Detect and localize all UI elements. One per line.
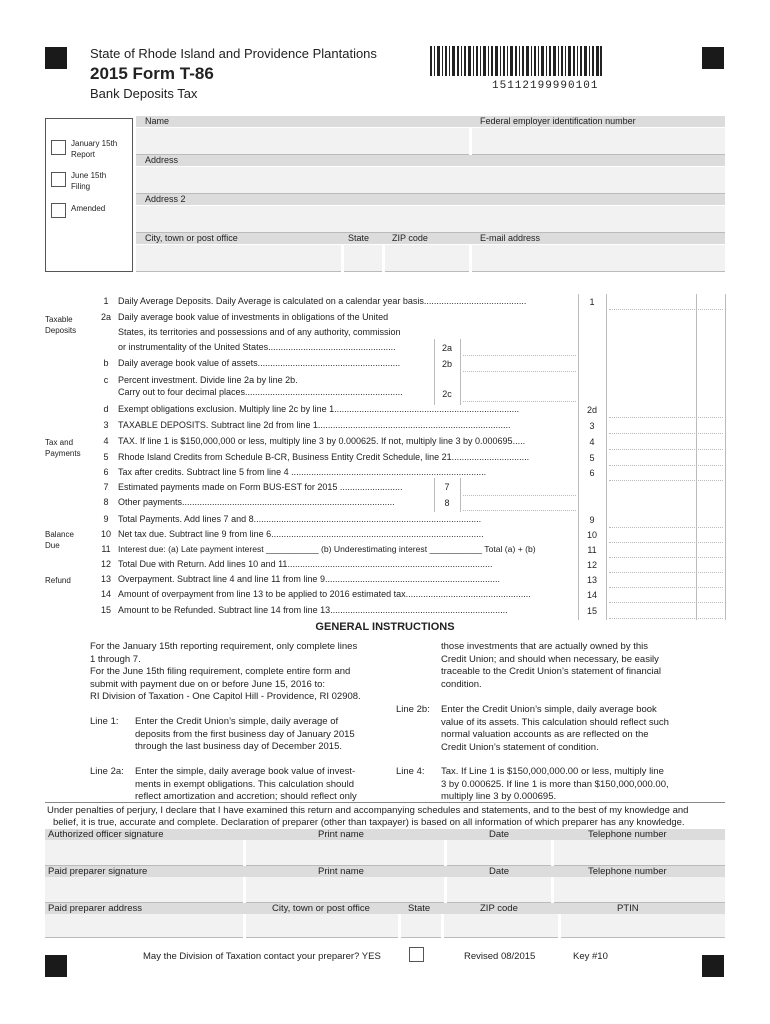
ptin-input[interactable] <box>561 914 725 938</box>
june-filing-label: June 15th Filing <box>71 171 107 191</box>
line-box-number: 7 <box>444 482 450 492</box>
line-number: 6 <box>103 467 109 477</box>
line-box-number: 4 <box>589 437 595 447</box>
address-label: Address <box>145 155 179 165</box>
line-box-number: 10 <box>586 530 597 540</box>
line-7-amount[interactable] <box>463 480 576 496</box>
line-number: 13 <box>100 574 111 584</box>
registration-mark-top-right <box>702 47 724 69</box>
line-2d-amount[interactable] <box>609 402 723 418</box>
email-label: E-mail address <box>480 233 541 243</box>
key-number: Key #10 <box>573 951 608 962</box>
telephone-input[interactable] <box>554 840 725 866</box>
line-box-number: 6 <box>589 468 595 478</box>
line-box-number: 11 <box>587 545 597 555</box>
line-description: Total Payments. Add lines 7 and 8........................................................................................... <box>118 514 482 524</box>
line-11-amount[interactable] <box>609 542 723 558</box>
line-number: 11 <box>101 544 111 554</box>
grid-line <box>434 339 435 405</box>
line-box-number: 14 <box>586 590 597 600</box>
instructions-line2b-text: Enter the Credit Union’s simple, daily average book value of its assets. This calculation should reflect such normal valuation accounts as are reflected on the Credit Union’s statement of condition. <box>441 704 669 753</box>
june-filing-checkbox[interactable] <box>51 172 66 187</box>
print-name-input[interactable] <box>246 840 444 866</box>
email-input[interactable] <box>472 245 725 272</box>
grid-line <box>460 339 461 405</box>
line-number: 5 <box>103 452 109 462</box>
line-description: Rhode Island Credits from Schedule B-CR, Business Entity Credit Schedule, line 21............................... <box>118 452 530 462</box>
amended-label: Amended <box>71 204 106 213</box>
instructions-line1-text: Enter the Credit Union’s simple, daily average of deposits from the first business day of January 2015 through the last business day of December 2015. <box>135 716 355 752</box>
line-number: 4 <box>103 436 109 446</box>
instructions-line2a-label: Line 2a: <box>90 766 124 777</box>
line-2a-amount[interactable] <box>463 340 576 356</box>
line-description: TAXABLE DEPOSITS. Subtract line 2d from line 1............................................................................. <box>118 420 511 430</box>
line-number: 12 <box>100 559 111 569</box>
line-number: 10 <box>100 529 111 539</box>
date-label: Date <box>489 829 510 840</box>
preparer-city-input[interactable] <box>246 914 398 938</box>
line-box-number: 2c <box>442 389 452 399</box>
line-4-amount[interactable] <box>609 434 723 450</box>
address-band <box>136 155 725 166</box>
january-report-checkbox[interactable] <box>51 140 66 155</box>
line-description: Percent investment. Divide line 2a by line 2b. <box>118 375 298 385</box>
city-label: City, town or post office <box>145 233 238 243</box>
registration-mark-top-left <box>45 47 67 69</box>
grid-line <box>578 294 579 620</box>
line-number: 2a <box>100 312 111 322</box>
preparer-signature-input[interactable] <box>45 877 243 903</box>
line-9-amount[interactable] <box>609 512 723 528</box>
instructions-line2b-label: Line 2b: <box>396 704 430 715</box>
ptin-label: PTIN <box>617 903 639 914</box>
preparer-zip-input[interactable] <box>444 914 558 938</box>
line-box-number: 2d <box>586 405 597 415</box>
line-description: Amount of overpayment from line 13 to be applied to 2016 estimated tax.................................................. <box>118 589 531 599</box>
preparer-state-input[interactable] <box>401 914 441 938</box>
line-14-amount[interactable] <box>609 587 723 603</box>
line-6-amount[interactable] <box>609 465 723 481</box>
line-number: 8 <box>103 497 109 507</box>
line-number: 1 <box>103 296 109 306</box>
line-13-amount[interactable] <box>609 572 723 588</box>
registration-mark-bottom-left <box>45 955 67 977</box>
registration-mark-bottom-right <box>702 955 724 977</box>
line-8-amount[interactable] <box>463 495 576 511</box>
name-label: Name <box>145 116 170 126</box>
barcode-number: 15112199990101 <box>492 80 599 92</box>
state-name: State of Rhode Island and Providence Plantations <box>90 46 377 61</box>
line-description: or instrumentality of the United States................................................... <box>118 342 396 352</box>
line-box-number: 2b <box>441 359 452 369</box>
line-15-amount[interactable] <box>609 603 723 619</box>
instructions-line1-label: Line 1: <box>90 716 119 727</box>
line-number: 3 <box>103 420 109 430</box>
state-input[interactable] <box>344 245 382 272</box>
section-taxable-deposits: Taxable Deposits <box>45 315 77 335</box>
address-input[interactable] <box>136 167 725 194</box>
line-description: Estimated payments made on Form BUS-EST for 2015 ......................... <box>118 482 403 492</box>
form-title: 2015 Form T-86 <box>90 64 214 83</box>
line-2b-amount[interactable] <box>463 356 576 372</box>
address2-input[interactable] <box>136 206 725 233</box>
instructions-line4-label: Line 4: <box>396 766 425 777</box>
line-number: d <box>103 404 109 414</box>
preparer-address-input[interactable] <box>45 914 243 938</box>
line-description: States, its territories and possessions and of any authority, commission <box>118 327 401 337</box>
line-description: Other payments..................................................................................... <box>118 497 395 507</box>
fein-label: Federal employer identification number <box>480 116 636 126</box>
preparer-date-label: Date <box>489 866 510 877</box>
line-number: 7 <box>103 482 109 492</box>
fein-input[interactable] <box>472 128 725 155</box>
preparer-telephone-label: Telephone number <box>588 866 667 877</box>
line-box-number: 9 <box>589 515 595 525</box>
line-description: Total Due with Return. Add lines 10 and 11.................................................................................. <box>118 559 493 569</box>
name-input[interactable] <box>136 128 469 155</box>
grid-line <box>725 294 726 620</box>
revised-date: Revised 08/2015 <box>464 951 536 962</box>
address2-band <box>136 194 725 205</box>
line-number: c <box>103 375 109 385</box>
line-box-number: 1 <box>589 297 595 307</box>
state-label: State <box>348 233 370 243</box>
preparer-city-label: City, town or post office <box>272 903 370 914</box>
zip-label: ZIP code <box>392 233 428 243</box>
instructions-intro: For the January 15th reporting requirement, only complete lines 1 through 7. For the June 15th filing requirement, complete entire form and submit with payment due on or before June 15, 2016 to: RI Division of Taxation - One Capitol Hill - Providence, RI 02908. <box>90 641 361 702</box>
declaration-divider <box>45 802 725 803</box>
line-box-number: 5 <box>589 453 595 463</box>
form-subtitle: Bank Deposits Tax <box>90 86 198 101</box>
line-3-amount[interactable] <box>609 418 723 434</box>
city-input[interactable] <box>136 245 341 272</box>
line-number: 15 <box>100 605 111 615</box>
authorized-signature-input[interactable] <box>45 840 243 866</box>
line-2c-amount[interactable] <box>463 386 576 402</box>
january-report-label: January 15th Report <box>71 139 118 159</box>
line-number: 14 <box>100 589 111 599</box>
line-description: Interest due: (a) Late payment interest ___________ (b) Underestimating interest ___________ Total (a) + (b) <box>118 544 536 554</box>
line-box-number: 8 <box>444 498 450 508</box>
line-description: TAX. If line 1 is $150,000,000 or less, multiply line 3 by 0.000625. If not, multiply line 3 by 0.000695..... <box>118 436 526 446</box>
section-balance-due: Balance Due <box>45 530 74 550</box>
grid-line <box>606 294 607 620</box>
line-description: Overpayment. Subtract line 4 and line 11 from line 9...................................................................... <box>118 574 500 584</box>
line-description: Daily average book value of assets......................................................... <box>118 358 401 368</box>
line-box-number: 2a <box>441 343 452 353</box>
preparer-print-name-input[interactable] <box>246 877 444 903</box>
name-band <box>136 116 725 127</box>
line-description: Exempt obligations exclusion. Multiply line 2c by line 1.......................................................................... <box>118 404 520 414</box>
line-description: Daily Average Deposits. Daily Average is calculated on a calendar year basis......................................... <box>118 296 527 306</box>
contact-question: May the Division of Taxation contact your preparer? YES <box>143 951 381 962</box>
section-tax-payments: Tax and Payments <box>45 438 81 458</box>
grid-line <box>434 478 435 512</box>
line-description: Carry out to four decimal places............................................................... <box>118 387 403 397</box>
address2-label: Address 2 <box>145 194 186 204</box>
declaration-text: Under penalties of perjury, I declare that I have examined this return and accompanying schedules and statements, and to the best of my knowledge and belief, it is true, accurate and complete. Declaration of preparer (other than taxpayer) is based on all information of which preparer has any knowledge. <box>47 805 689 828</box>
line-box-number: 13 <box>586 575 597 585</box>
barcode <box>430 46 602 76</box>
print-name-label: Print name <box>318 829 364 840</box>
authorized-signature-label: Authorized officer signature <box>48 829 164 840</box>
preparer-zip-label: ZIP code <box>480 903 518 914</box>
instructions-right-top: those investments that are actually owned by this Credit Union; and should when necessary, be easily traceable to the Credit Union’s statement of financial condition. <box>441 641 662 690</box>
line-12-amount[interactable] <box>609 557 723 573</box>
line-10-amount[interactable] <box>609 527 723 543</box>
preparer-address-label: Paid preparer address <box>48 903 142 914</box>
preparer-print-name-label: Print name <box>318 866 364 877</box>
preparer-telephone-input[interactable] <box>554 877 725 903</box>
line-5-amount[interactable] <box>609 450 723 466</box>
preparer-state-label: State <box>408 903 431 914</box>
line-description: Daily average book value of investments in obligations of the United <box>118 312 389 322</box>
instructions-line4-text: Tax. If Line 1 is $150,000,000.00 or less, multiply line 3 by 0.000625. If line 1 is more than $150,000,000.00, multiply line 3 by 0.000695. <box>441 766 669 802</box>
instructions-line2a-text: Enter the simple, daily average book value of invest- ments in exempt obligations. This calculation should reflect amortization and accretion; should reflect only <box>135 766 357 802</box>
line-box-number: 3 <box>589 421 595 431</box>
preparer-date-input[interactable] <box>447 877 551 903</box>
date-input[interactable] <box>447 840 551 866</box>
line-box-number: 12 <box>586 560 597 570</box>
section-refund: Refund <box>45 576 71 585</box>
contact-yes-checkbox[interactable] <box>409 947 424 962</box>
line-box-number: 15 <box>586 606 597 616</box>
instructions-heading: GENERAL INSTRUCTIONS <box>315 621 455 633</box>
line-1-amount[interactable] <box>609 294 723 310</box>
telephone-label: Telephone number <box>588 829 667 840</box>
line-description: Amount to be Refunded. Subtract line 14 from line 13....................................................................... <box>118 605 508 615</box>
grid-line <box>460 478 461 512</box>
line-description: Tax after credits. Subtract line 5 from line 4 .............................................................................. <box>118 467 487 477</box>
preparer-signature-label: Paid preparer signature <box>48 866 148 877</box>
line-description: Net tax due. Subtract line 9 from line 6..................................................................................... <box>118 529 484 539</box>
line-number: 9 <box>103 514 109 524</box>
line-number: b <box>103 358 109 368</box>
zip-input[interactable] <box>385 245 469 272</box>
amended-checkbox[interactable] <box>51 203 66 218</box>
